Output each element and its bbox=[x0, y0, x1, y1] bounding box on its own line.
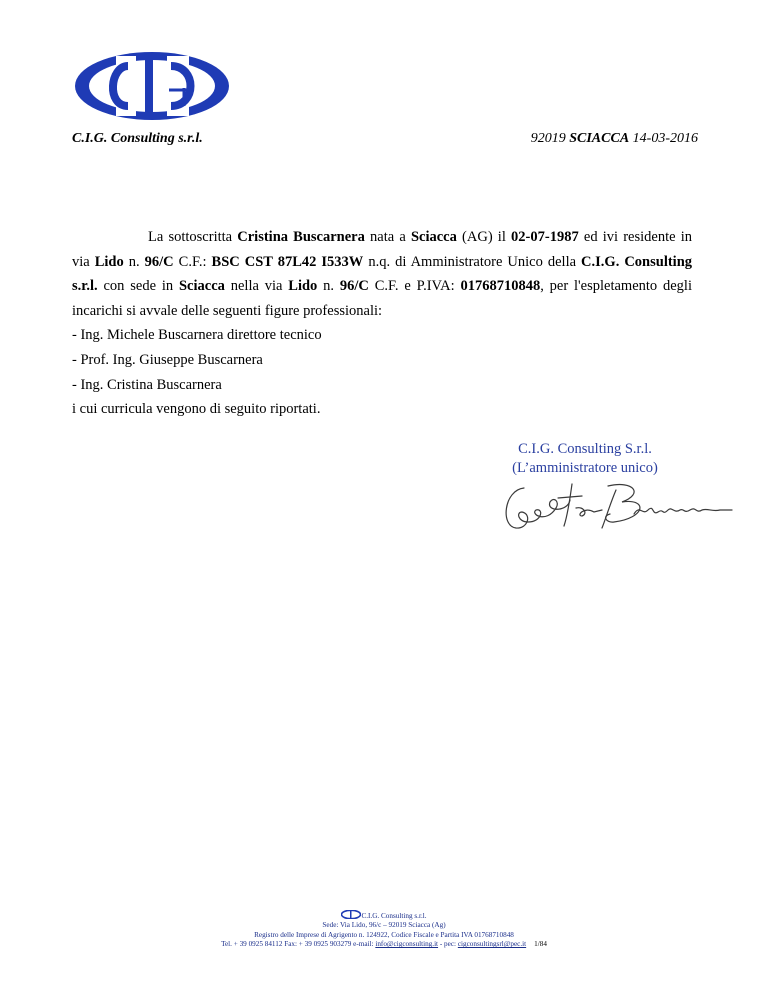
list-item: - Ing. Michele Buscarnera direttore tecnico bbox=[72, 327, 322, 344]
header-company: C.I.G. Consulting s.r.l. bbox=[72, 131, 203, 146]
footer-address: Sede: Via Lido, 96/c – 92019 Sciacca (Ag) bbox=[322, 921, 446, 930]
signer-name: Cristina Buscarnera bbox=[237, 229, 365, 245]
birthplace: Sciacca bbox=[410, 229, 457, 245]
header-city: SCIACCA bbox=[569, 131, 630, 146]
closing-line: i cui curricula vengono di seguito riportati. bbox=[72, 401, 321, 418]
company-logo bbox=[72, 50, 232, 122]
footer-contacts: Tel. + 39 0925 84112 Fax: + 39 0925 903279 e-mail: info@cigconsulting.it - pec: cigconsultingsrl@pec.it 1/84 bbox=[221, 940, 547, 949]
page-number: 1/84 bbox=[534, 940, 547, 949]
signature-company: C.I.G. Consulting S.r.l. bbox=[518, 441, 652, 457]
company-logo-icon bbox=[341, 910, 361, 919]
footer-company: C.I.G. Consulting s.r.l. bbox=[361, 912, 427, 920]
footer-email-link[interactable]: info@cigconsulting.it bbox=[375, 940, 439, 949]
vat-number: 01768710848 bbox=[460, 278, 541, 295]
signature-block bbox=[470, 440, 700, 478]
page-footer bbox=[0, 910, 768, 950]
footer-company-line bbox=[0, 910, 768, 921]
header-place-date bbox=[531, 131, 698, 147]
header-zip: 92019 bbox=[530, 131, 566, 146]
letter-body bbox=[72, 225, 692, 422]
footer-registry: Registro delle Imprese di Agrigento n. 124922, Codice Fiscale e Partita IVA 01768710848 bbox=[254, 930, 514, 939]
signature-role: (L’amministratore unico) bbox=[512, 460, 658, 476]
fiscal-code: BSC CST 87L42 I533W bbox=[211, 253, 364, 270]
birthdate: 02-07-1987 bbox=[511, 229, 579, 245]
list-item: - Ing. Cristina Buscarnera bbox=[72, 376, 222, 393]
list-item: - Prof. Ing. Giuseppe Buscarnera bbox=[72, 351, 263, 368]
handwritten-signature bbox=[498, 478, 736, 538]
declaration-paragraph: La sottoscritta Cristina Buscarnera nata a Sciacca (AG) il 02-07-1987 ed ivi residente in via Lido n. 96/C C.F.: BSC CST 87L42 I533W n.q. di Amministratore Unico della C.I.G. Consulting s.r.l. con sede in Sciacca nella via Lido n. 96/C C.F. e P.IVA: 01768710848, per l'espletamento degli incarichi si avvale delle seguenti figure professionali: bbox=[72, 229, 693, 319]
header-date: 14-03-2016 bbox=[632, 131, 698, 146]
footer-pec-link[interactable]: cigconsultingsrl@pec.it bbox=[457, 940, 527, 949]
